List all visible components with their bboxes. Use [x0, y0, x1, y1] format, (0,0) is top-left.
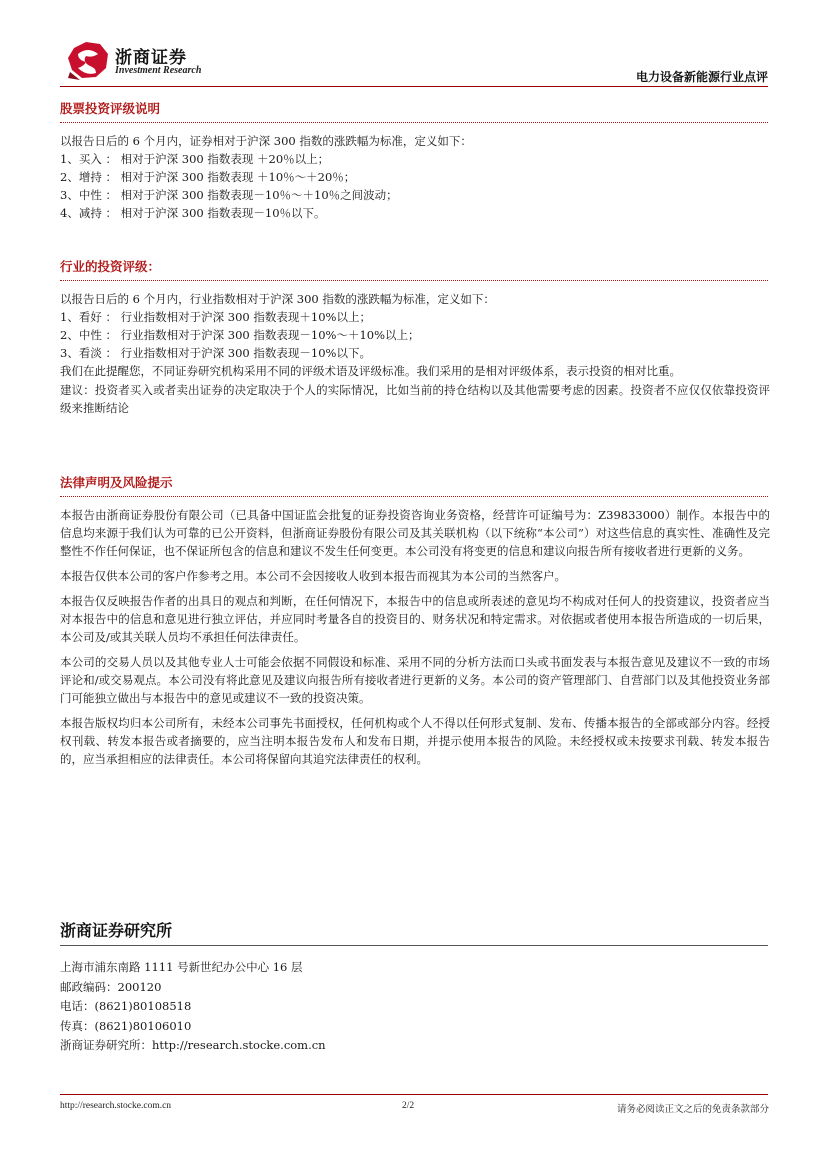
report-type: 电力设备新能源行业点评: [635, 70, 768, 84]
page-header: [60, 38, 768, 88]
rating-note: 我们在此提醒您，不同证券研究机构采用不同的评级术语及评级标准。我们采用的是相对评级体系，表示投资的相对比重。: [60, 364, 681, 378]
company-title: 浙商证券研究所: [60, 921, 173, 940]
industry-rating-line: 1、看好 ： 行业指数相对于沪深 300 指数表现＋10%以上；: [60, 310, 371, 324]
company-fax: 传真：(8621)80106010: [60, 1018, 192, 1033]
stock-rating-line: 2、增持 ： 相对于沪深 300 指数表现 ＋10％～＋20％；: [60, 170, 356, 184]
company-phone: 电话：(8621)80108518: [60, 999, 192, 1013]
footer-divider: [60, 1094, 768, 1095]
legal-paragraph: 本公司的交易人员以及其他专业人士可能会依据不同假设和标准、采用不同的分析方法而口头或书面发表与本报告意见及建议不一致的市场评论和/或交易观点。本公司没有将此意见及建议向报告所有接收者进行更新的义务。本公司的资产管理部门、自营部门以及其他投资业务部门可能独立做出与本报告中的意见或建议不一致的投资决策。: [60, 655, 770, 705]
stock-rating-title: 股票投资评级说明: [60, 101, 161, 116]
industry-rating-title: 行业的投资评级：: [60, 259, 161, 274]
legal-paragraph: 本报告版权均归本公司所有，未经本公司事先书面授权，任何机构或个人不得以任何形式复制、发布、传播本报告的全部或部分内容。经授权刊载、转发本报告或者摘要的，应当注明本报告发布人和发布日期，并提示使用本报告的风险。未经授权或未按要求刊载、转发本报告的，应当承担相应的法律责任。本公司将保留向其追究法律责任的权利。: [60, 716, 770, 766]
legal-paragraph: 本报告仅供本公司的客户作参考之用。本公司不会因接收人收到本报告而视其为本公司的当然客户。: [60, 569, 566, 583]
stock-rating-line: 3、中性 ： 相对于沪深 300 指数表现－10％～＋10％之间波动；: [60, 188, 398, 202]
footer-url-link[interactable]: http://research.stocke.com.cn: [60, 1101, 172, 1111]
header-divider: [60, 86, 768, 87]
company-logo-icon: [66, 40, 110, 80]
section-divider: [60, 496, 768, 497]
legal-title: 法律声明及风险提示: [60, 475, 173, 490]
company-address: 上海市浦东南路 1111 号新世纪办公中心 16 层: [60, 960, 303, 974]
brand-name: 浙商证券: [115, 48, 187, 68]
industry-rating-line: 3、看淡 ： 行业指数相对于沪深 300 指数表现－10%以下。: [60, 346, 371, 360]
stock-rating-line: 以报告日后的 6 个月内，证券相对于沪深 300 指数的涨跌幅为标准，定义如下：: [60, 134, 472, 148]
industry-rating-line: 以报告日后的 6 个月内，行业指数相对于沪深 300 指数的涨跌幅为标准，定义如下：: [60, 292, 495, 306]
legal-section: [60, 474, 770, 768]
stock-rating-section: [60, 100, 770, 222]
company-postcode: 邮政编码：200120: [60, 979, 162, 994]
company-divider: [60, 945, 768, 946]
industry-rating-section: [60, 258, 770, 417]
industry-rating-line: 2、中性 ： 行业指数相对于沪深 300 指数表现－10%～＋10%以上；: [60, 328, 420, 342]
stock-rating-line: 1、买入 ： 相对于沪深 300 指数表现 ＋20％以上；: [60, 152, 330, 166]
brand-subtitle: Investment Research: [115, 65, 202, 76]
investment-advice: 建议：投资者买入或者卖出证券的决定取决于个人的实际情况，比如当前的持仓结构以及其他需要考虑的因素。投资者不应仅仅依靠投资评级来推断结论: [60, 383, 770, 415]
legal-paragraph: 本报告仅反映报告作者的出具日的观点和判断，在任何情况下，本报告中的信息或所表述的意见均不构成对任何人的投资建议，投资者应当对本报告中的信息和意见进行独立评估，并应同时考量各自的投资目的、财务状况和特定需求。对依据或者使用本报告所造成的一切后果，本公司及/或其关联人员均不承担任何法律责任。: [60, 594, 770, 644]
stock-rating-line: 4、减持 ： 相对于沪深 300 指数表现－10％以下。: [60, 206, 326, 220]
contact-block: [60, 958, 326, 1056]
disclaimer-notice: 请务必阅读正文之后的免责条款部分: [616, 1104, 769, 1115]
legal-paragraph: 本报告由浙商证券股份有限公司（已具备中国证监会批复的证券投资咨询业务资格，经营许可证编号为：Z39833000）制作。本报告中的信息均来源于我们认为可靠的已公开资料，但浙商证券股份有限公司及其关联机构（以下统称“本公司”）对这些信息的真实性、准确性及完整性不作任何保证，也不保证所包含的信息和建议不发生任何变更。本公司没有将变更的信息和建议向报告所有接收者进行更新的义务。: [60, 508, 770, 558]
page-number: 2/2: [402, 1101, 415, 1111]
section-divider: [60, 280, 768, 281]
company-website-link[interactable]: 浙商证券研究所：http://research.stocke.com.cn: [60, 1038, 326, 1052]
section-divider: [60, 122, 768, 123]
